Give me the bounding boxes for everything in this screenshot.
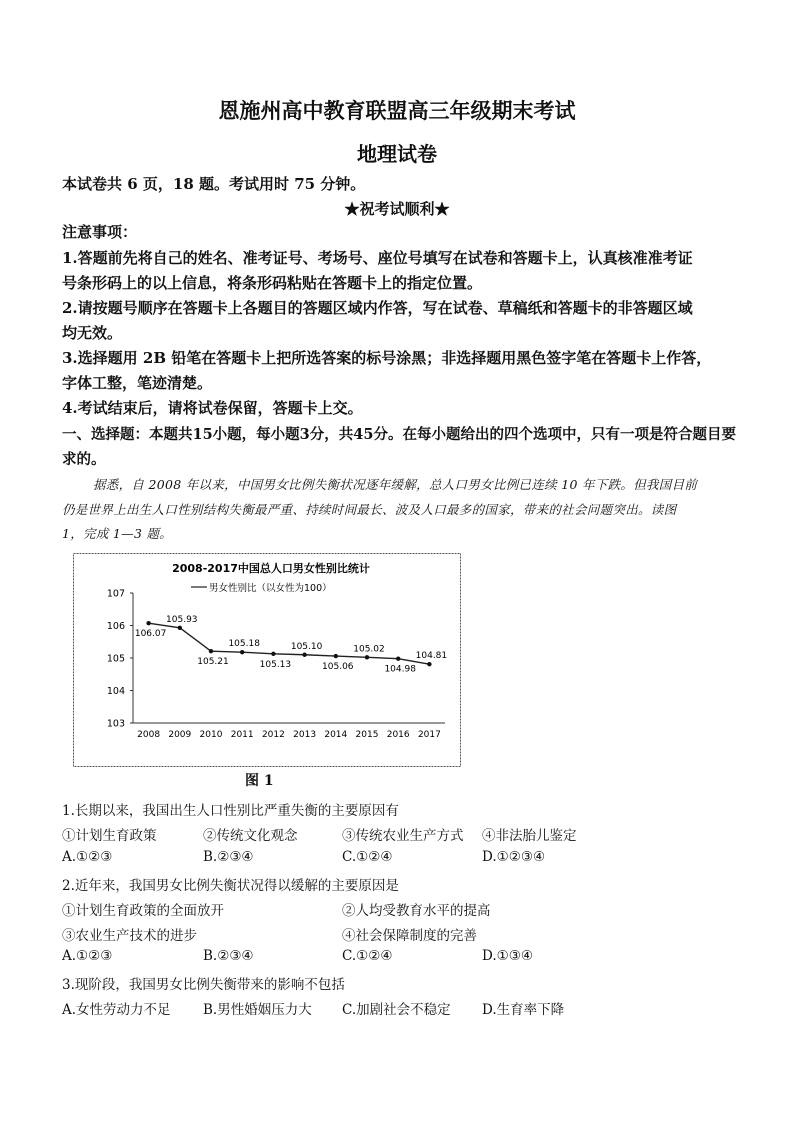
answer-choice: A.女性劳动力不足 [62, 1002, 171, 1018]
option-item: ④非法胎儿鉴定 [482, 828, 577, 844]
x-tick-label: 2010 [199, 730, 223, 740]
exam-subject: 地理试卷 [357, 142, 437, 166]
exam-title: 恩施州高中教育联盟高三年级期末考试 [218, 98, 576, 123]
legend-label: 男女性别比（以女性为100） [209, 583, 332, 594]
y-tick-label: 104 [106, 686, 125, 697]
data-point [396, 656, 400, 660]
data-point [302, 653, 306, 657]
data-label: 104.81 [415, 651, 448, 662]
x-tick-label: 2012 [261, 730, 285, 740]
data-label: 105.02 [353, 644, 385, 655]
note-line: 1.答题前先将自己的姓名、准考证号、考场号、座位号填写在试卷和答题卡上，认真核准准考证 [62, 249, 693, 267]
note-line: 4.考试结束后，请将试卷保留，答题卡上交。 [62, 399, 363, 417]
data-point [240, 650, 244, 654]
answer-choice: B.②③④ [203, 948, 254, 964]
option-item: ③传统农业生产方式 [342, 828, 464, 844]
answer-choice: D.①③④ [482, 948, 533, 964]
x-tick-label: 2013 [293, 730, 317, 740]
data-point [365, 655, 369, 659]
section-heading: 求的。 [62, 451, 106, 468]
note-line: 号条形码上的以上信息，将条形码粘贴在答题卡上的指定位置。 [62, 274, 483, 292]
answer-choice: C.①②④ [342, 948, 393, 964]
note-line: 3.选择题用 2B 铅笔在答题卡上把所选答案的标号涂黑；非选择题用黑色签字笔在答题卡上作答， [62, 349, 712, 367]
answer-choice: B.②③④ [203, 849, 254, 865]
data-label: 105.93 [166, 614, 198, 625]
option-item: ③农业生产技术的进步 [62, 928, 197, 944]
passage-line: 据悉，自 2008 年以来，中国男女比例失衡状况逐年缓解，总人口男女比例已连续 10 年下跌。但我国目前 [93, 477, 698, 492]
x-tick-label: 2011 [230, 730, 254, 740]
chart-title: 2008-2017中国总人口男女性别比统计 [172, 562, 370, 575]
answer-choice: A.①②③ [62, 948, 113, 964]
data-label: 105.18 [228, 639, 260, 650]
question-stem: 3.现阶段，我国男女比例失衡带来的影响不包括 [62, 977, 345, 993]
data-label: 104.98 [384, 664, 416, 675]
x-tick-label: 2016 [386, 730, 410, 740]
data-label: 105.21 [197, 657, 229, 668]
passage-line: 仍是世界上出生人口性别结构失衡最严重、持续时间最长、波及人口最多的国家，带来的社会问题突出。读图 [62, 502, 677, 517]
data-label: 105.13 [259, 659, 292, 670]
option-item: ②人均受教育水平的提高 [342, 903, 491, 919]
question-stem: 2.近年来，我国男女比例失衡状况得以缓解的主要原因是 [62, 878, 399, 894]
answer-choice: D.生育率下降 [482, 1002, 565, 1018]
data-label: 105.10 [290, 641, 323, 652]
note-line: 均无效。 [62, 324, 123, 342]
data-point [146, 621, 150, 625]
y-tick-label: 107 [106, 588, 125, 600]
y-tick-label: 105 [106, 653, 125, 665]
figure-caption: 图 1 [245, 773, 274, 789]
x-tick-label: 2008 [137, 730, 161, 740]
option-item: ①计划生育政策的全面放开 [62, 903, 224, 919]
answer-choice: A.①②③ [62, 849, 113, 865]
note-line: 字体工整，笔迹清楚。 [62, 374, 213, 392]
y-tick-label: 106 [106, 621, 125, 632]
x-tick-label: 2015 [355, 730, 379, 740]
question-stem: 1.长期以来，我国出生人口性别比严重失衡的主要原因有 [62, 803, 399, 819]
x-tick-label: 2014 [324, 730, 348, 740]
sex-ratio-line-chart [73, 553, 461, 767]
x-tick-label: 2009 [168, 730, 192, 740]
note-line: 2.请按题号顺序在答题卡上各题目的答题区域内作答，写在试卷、草稿纸和答题卡的非答题区域 [62, 299, 693, 317]
answer-choice: B.男性婚姻压力大 [203, 1002, 312, 1018]
option-item: ④社会保障制度的完善 [342, 928, 477, 944]
answer-choice: C.加剧社会不稳定 [342, 1002, 451, 1018]
data-point [209, 649, 213, 653]
exam-info: 本试卷共 6 页，18 题。考试用时 75 分钟。 [62, 175, 366, 193]
data-point [334, 654, 338, 658]
option-item: ②传统文化观念 [203, 828, 298, 844]
answer-choice: D.①②③④ [482, 849, 546, 865]
blessing: ★祝考试顺利★ [344, 200, 450, 218]
data-point [427, 662, 431, 666]
notes-heading: 注意事项： [62, 223, 138, 241]
x-tick-label: 2017 [417, 730, 441, 740]
data-point [178, 626, 182, 630]
section-heading: 一、选择题：本题共15小题，每小题3分，共45分。在每小题给出的四个选项中，只有一项是符合题目要 [62, 426, 736, 443]
answer-choice: C.①②④ [342, 849, 393, 865]
data-label: 106.07 [134, 629, 167, 640]
option-item: ①计划生育政策 [62, 828, 157, 844]
passage-line: 1，完成 1—3 题。 [62, 526, 173, 541]
data-label: 105.06 [322, 662, 354, 673]
data-point [271, 652, 275, 656]
y-tick-label: 103 [106, 718, 125, 730]
